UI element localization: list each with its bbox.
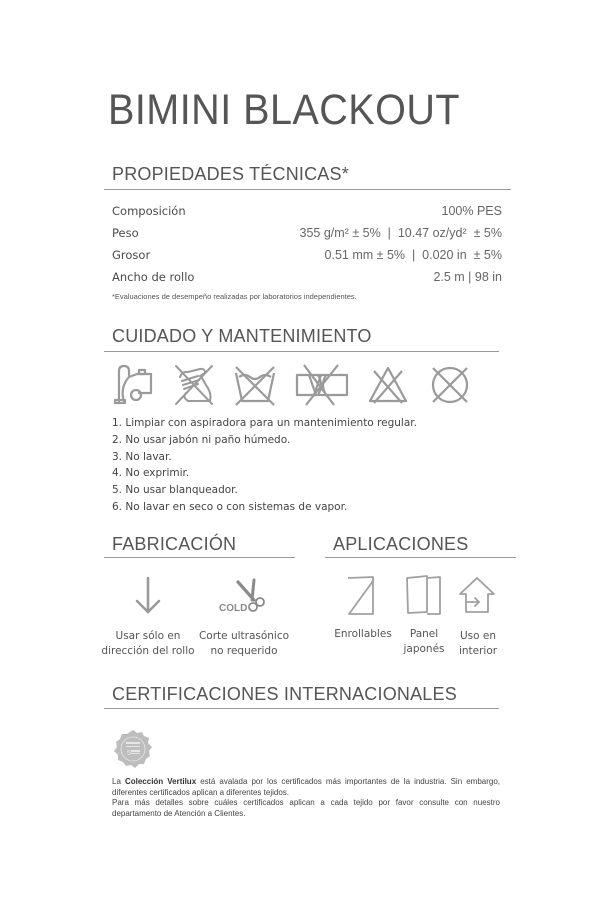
caption-line: japonés [403, 643, 445, 655]
certifications-paragraph: Para más detalles sobre cuáles certificados aplican a cada tejido por favor consulte con nuestro departamento de Atención a Clientes. [112, 798, 500, 818]
no-wring-icon [294, 363, 350, 407]
applications-heading: APLICACIONES [333, 534, 469, 554]
caption-roll-direction [100, 629, 196, 659]
caption-panel-japanese [394, 627, 454, 657]
property-row-weight [112, 224, 502, 242]
caption-line: dirección del rollo [101, 645, 195, 657]
caption-line: no requerido [210, 645, 278, 657]
caption-roller-blinds [329, 627, 397, 642]
no-wash-icon [232, 363, 278, 407]
care-instructions-list [112, 415, 417, 516]
property-label: Ancho de rollo [112, 270, 195, 284]
care-heading: CUIDADO Y MANTENIMIENTO [112, 326, 372, 346]
caption-line: Usar sólo en [115, 630, 181, 642]
section-divider [104, 557, 295, 558]
property-label: Peso [112, 226, 139, 240]
certification-seal-icon [112, 729, 154, 773]
list-item: 4. No exprimir. [112, 467, 190, 480]
list-item: 5. No usar blanqueador. [112, 484, 238, 497]
caption-line: Panel [409, 628, 439, 640]
property-label: Composición [112, 204, 186, 218]
manufacturing-heading: FABRICACIÓN [112, 534, 237, 554]
section-divider [104, 708, 499, 709]
section-divider [104, 189, 511, 190]
caption-line: interior [458, 645, 498, 657]
caption-ultrasonic-cut [196, 629, 292, 659]
property-value: 0.51 mm ± 5% | 0.020 in ± 5% [324, 248, 502, 262]
list-item: 6. No lavar en seco o con sistemas de vapor. [112, 500, 348, 513]
list-item: 2. No usar jabón ni paño húmedo. [112, 433, 291, 446]
scissors-cold-icon [216, 576, 276, 616]
technical-properties-heading: PROPIEDADES TÉCNICAS* [112, 164, 349, 184]
roller-blind-icon [345, 574, 377, 616]
caption-line: Uso en [459, 630, 497, 642]
list-item: 3. No lavar. [112, 450, 172, 463]
vacuum-cleaner-icon [113, 363, 157, 407]
certifications-paragraph: La Colección Vertilux está avalada por los certificados más importantes de la industria. Sin embargo, diferentes certificados aplican a diferentes tejidos. [112, 777, 500, 797]
list-item: 1. Limpiar con aspiradora para un mantenimiento regular. [112, 417, 417, 429]
svg-text:COLD: COLD [219, 603, 248, 614]
no-bleach-icon [366, 363, 410, 407]
property-row-roll-width [112, 268, 502, 286]
arrow-down-icon [134, 576, 162, 616]
no-wet-wipe-icon [172, 363, 216, 407]
certifications-heading: CERTIFICACIONES INTERNACIONALES [112, 684, 457, 704]
footnote: *Evaluaciones de desempeño realizadas por laboratorios independientes. [112, 292, 357, 301]
indoor-house-icon [456, 574, 498, 616]
property-label: Grosor [112, 248, 151, 262]
panel-blind-icon [405, 574, 443, 616]
property-value: 2.5 m | 98 in [433, 270, 502, 284]
property-value: 355 g/m² ± 5% | 10.47 oz/yd² ± 5% [299, 226, 502, 240]
property-row-thickness [112, 246, 502, 264]
caption-line: Corte ultrasónico [198, 630, 290, 642]
certifications-text [112, 777, 500, 819]
brand-name: Colección Vertilux [124, 777, 197, 786]
section-divider [325, 557, 516, 558]
page-title: BIMINI BLACKOUT [108, 86, 461, 134]
svg-text:5: 5 [127, 750, 131, 757]
caption-indoor-use [448, 629, 508, 659]
section-divider [104, 351, 499, 352]
caption-line: Enrollables [334, 628, 392, 640]
no-dry-clean-icon [428, 363, 472, 407]
property-value: 100% PES [441, 204, 502, 218]
property-row-composition [112, 202, 502, 220]
